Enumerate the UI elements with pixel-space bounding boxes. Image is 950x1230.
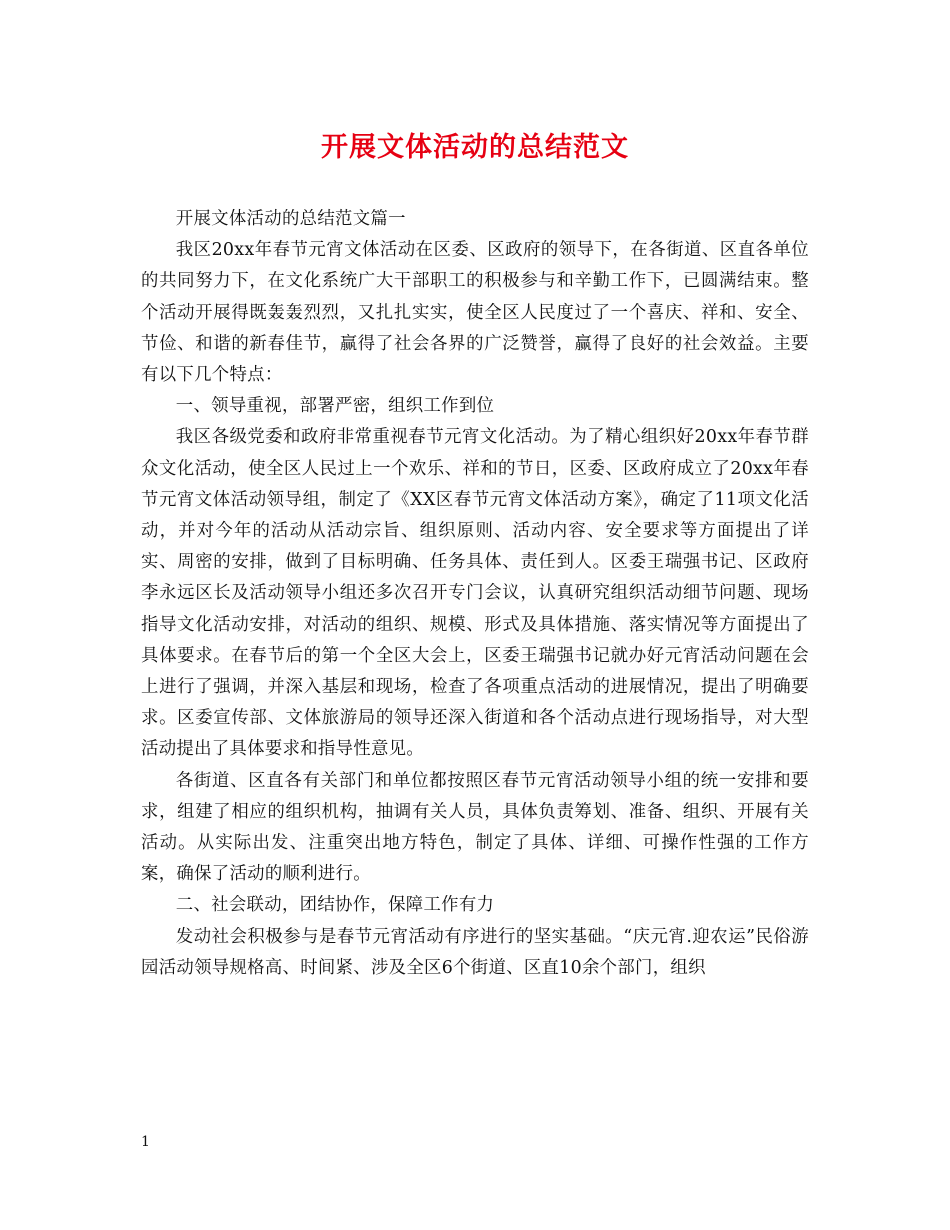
page-number: 1	[141, 1134, 150, 1150]
paragraph-section-1b: 各街道、区直各有关部门和单位都按照区春节元宵活动领导小组的统一安排和要求，组建了相应的组织机构，抽调有关人员，具体负责筹划、准备、组织、开展有关活动。从实际出发、注重突出地方特色，制定了具体、详细、可操作性强的工作方案，确保了活动的顺利进行。	[141, 770, 809, 885]
document-subtitle: 开展文体活动的总结范文篇一	[175, 209, 406, 229]
section-heading-2: 二、社会联动，团结协作，保障工作有力	[175, 895, 495, 916]
document-title: 开展文体活动的总结范文	[321, 132, 629, 163]
paragraph-section-2a: 发动社会积极参与是春节元宵活动有序进行的坚实基础。“庆元宵.迎农运”民俗游园活动领导规格高、时间紧、涉及全区6个街道、区直10余个部门，组织	[141, 926, 809, 978]
section-heading-1: 一、领导重视，部署严密，组织工作到位	[175, 396, 495, 417]
paragraph-section-1a: 我区各级党委和政府非常重视春节元宵文化活动。为了精心组织好20xx年春节群众文化活动，使全区人民过上一个欢乐、祥和的节日，区委、区政府成立了20xx年春节元宵文体活动领导组，制定了《XX区春节元宵文体活动方案》，确定了11项文化活动，并对今年的活动从活动宗旨、组织原则、活动内容、安全要求等方面提出了详实、周密的安排，做到了目标明确、任务具体、责任到人。区委王瑞强书记、区政府李永远区长及活动领导小组还多次召开专门会议，认真研究组织活动细节问题、现场指导文化活动安排，对活动的组织、规模、形式及具体措施、落实情况等方面提出了具体要求。在春节后的第一个全区大会上，区委王瑞强书记就办好元宵活动问题在会上进行了强调，并深入基层和现场，检查了各项重点活动的进展情况，提出了明确要求。区委宣传部、文体旅游局的领导还深入街道和各个活动点进行现场指导，对大型活动提出了具体要求和指导性意见。	[141, 427, 809, 760]
paragraph-intro: 我区20xx年春节元宵文体活动在区委、区政府的领导下，在各街道、区直各单位的共同努力下，在文化系统广大干部职工的积极参与和辛勤工作下，已圆满结束。整个活动开展得既轰轰烈烈，又扎扎实实，使全区人民度过了一个喜庆、祥和、安全、节俭、和谐的新春佳节，赢得了社会各界的广泛赞誉，赢得了良好的社会效益。主要有以下几个特点：	[141, 240, 809, 386]
document-body	[141, 204, 809, 984]
